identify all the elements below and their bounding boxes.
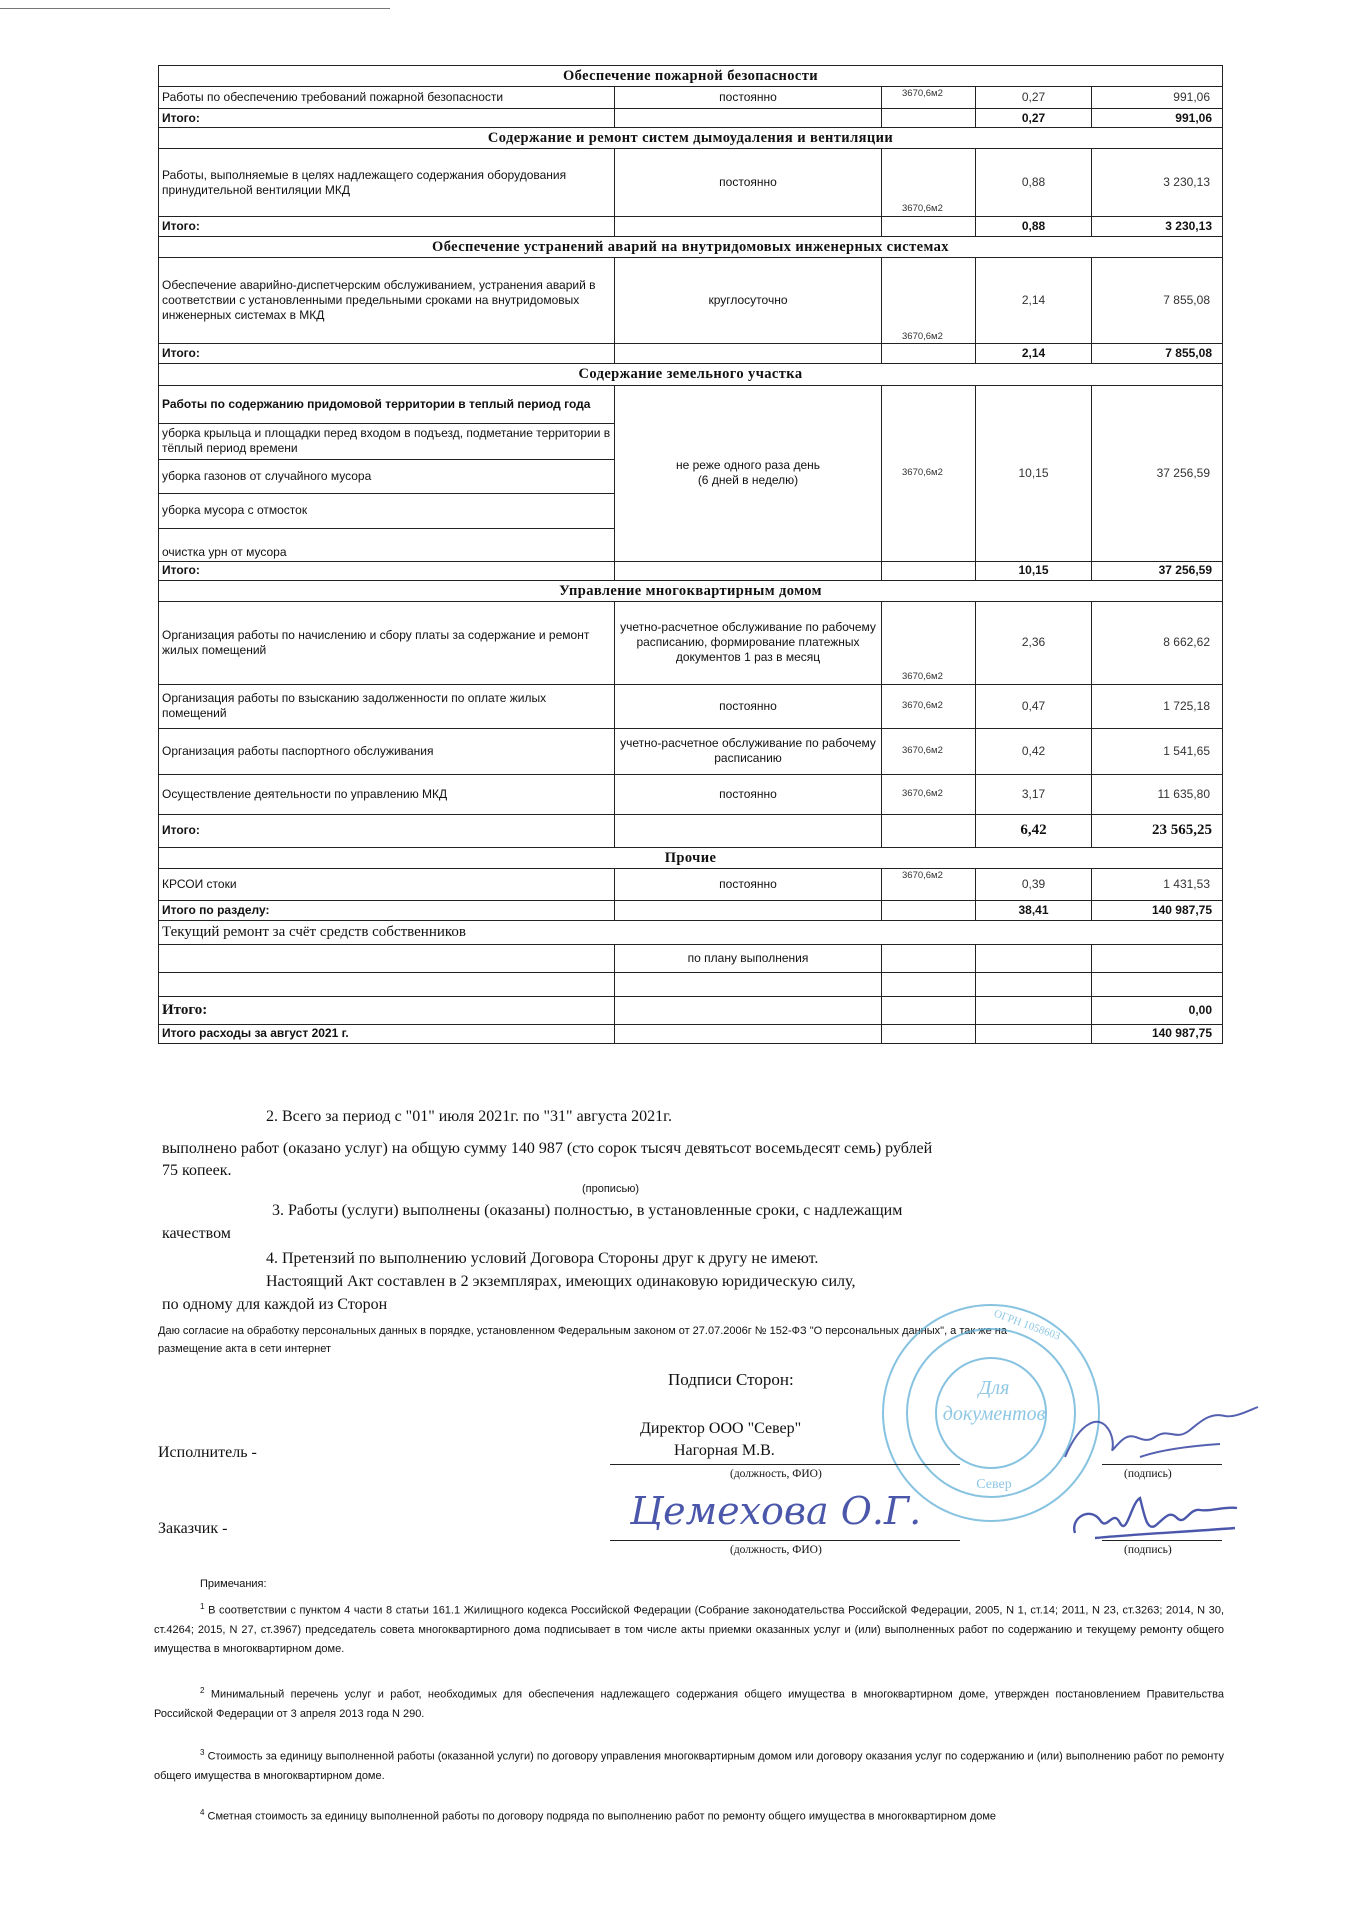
land-area: 3670,6м2 — [882, 385, 976, 561]
section-header-accident: Обеспечение устранений аварий на внутридомовых инженерных системах — [159, 237, 1223, 258]
total-label: Итого: — [159, 344, 615, 364]
land-period-line2: (6 дней в неделю) — [697, 473, 799, 487]
paragraph-2-line1: 2. Всего за период с "01" июля 2021г. по "31" августа 2021г. — [266, 1108, 672, 1125]
section-total-rate: 38,41 — [976, 900, 1092, 920]
note-3 — [154, 1746, 1224, 1786]
stamp-text: Север — [976, 1477, 1012, 1492]
row-area: 3670,6м2 — [882, 728, 976, 774]
land-subheader: Работы по содержанию придомовой территории в теплый период года — [159, 385, 615, 423]
total-rate: 0,27 — [976, 109, 1092, 128]
row-area: 3670,6м2 — [882, 601, 976, 684]
row-name: Организация работы по начислению и сбору платы за содержание и ремонт жилых помещений — [159, 601, 615, 684]
total-sum: 37 256,59 — [1092, 561, 1223, 580]
row-sum: 1 431,53 — [1092, 868, 1223, 900]
total-sum: 23 565,25 — [1092, 814, 1223, 847]
total-rate: 2,14 — [976, 344, 1092, 364]
consent-line2: размещение акта в сети интернет — [158, 1343, 332, 1355]
land-item: уборка мусора с отмосток — [159, 493, 615, 528]
land-item: уборка газонов от случайного мусора — [159, 459, 615, 493]
notes-title: Примечания: — [200, 1578, 267, 1590]
customer-handwritten-name-text: Цемеховa О.Г. — [630, 1489, 922, 1533]
grand-total-label: Итого расходы за август 2021 г. — [159, 1024, 615, 1043]
note-2-mark: 2 — [200, 1686, 205, 1695]
row-sum: 11 635,80 — [1092, 774, 1223, 814]
repair-total-sum: 0,00 — [1092, 996, 1223, 1024]
row-name: Обеспечение аварийно-диспетчерским обслуживанием, устранения аварий в соответствии с установленными предельными сроками на внутридомовых инженерных системах в МКД — [159, 258, 615, 344]
row-rate: 0,39 — [976, 868, 1092, 900]
row-area: 3670,6м2 — [882, 868, 976, 900]
note-4-text: Сметная стоимость за единицу выполненной работы по договору подряда по выполнению работ по ремонту общего имущества в многоквартирном доме — [207, 1810, 997, 1823]
paragraph-3-line2: качеством — [162, 1225, 231, 1242]
note-4-mark: 4 — [200, 1808, 205, 1817]
note-2 — [154, 1684, 1224, 1724]
services-table — [158, 65, 1223, 1044]
paragraph-3-line1: 3. Работы (услуги) выполнены (оказаны) полностью, в установленные сроки, с надлежащим — [272, 1202, 903, 1219]
note-1 — [154, 1600, 1224, 1659]
total-sum: 991,06 — [1092, 109, 1223, 128]
executor-signature — [1060, 1402, 1260, 1472]
customer-handwritten-name — [610, 1482, 970, 1542]
row-period: круглосуточно — [615, 258, 882, 344]
row-sum: 7 855,08 — [1092, 258, 1223, 344]
row-period: постоянно — [615, 774, 882, 814]
note-1-text: В соответствии с пунктом 4 части 8 статьи 161.1 Жилищного кодекса Российской Федерации (Собрание законодательства Российской Федерации, 2005, N 1, ст.14; 2011, N 23, ст.3263; 2014, N 30, ст.4264; 2015, N 27, ст.3967) председатель совета многоквартирного дома подписывает в том числе акты приемки оказанных услуг и (или) выполненных работ по содержанию и текущему ремонту общего имущества в многоквартирном доме. — [154, 1604, 1224, 1656]
row-area: 3670,6м2 — [882, 774, 976, 814]
row-name: Работы по обеспечению требований пожарной безопасности — [159, 87, 615, 109]
row-area: 3670,6м2 — [882, 684, 976, 728]
total-sum: 7 855,08 — [1092, 344, 1223, 364]
grand-total-sum: 140 987,75 — [1092, 1024, 1223, 1043]
land-period-line1: не реже одного раза день — [676, 458, 820, 472]
row-name: КРСОИ стоки — [159, 868, 615, 900]
row-area: 3670,6м2 — [882, 258, 976, 344]
section-total-sum: 140 987,75 — [1092, 900, 1223, 920]
row-area: 3670,6м2 — [882, 87, 976, 109]
paragraph-2-line3: 75 копеек. — [162, 1162, 232, 1179]
executor-name: Нагорная М.В. — [674, 1442, 775, 1459]
paragraph-5-line1: Настоящий Акт составлен в 2 экземплярах, имеющих одинаковую юридическую силу, — [266, 1273, 856, 1290]
executor-position-line — [610, 1464, 960, 1465]
total-label: Итого: — [159, 109, 615, 128]
stamp-text: ОГРН 1058603 — [992, 1307, 1062, 1343]
row-name: Осуществление деятельности по управлению МКД — [159, 774, 615, 814]
land-item: очистка урн от мусора — [159, 528, 615, 561]
executor-position-caption: (должность, ФИО) — [730, 1468, 822, 1480]
repair-plan: по плану выполнения — [615, 944, 882, 972]
land-sum: 37 256,59 — [1092, 385, 1223, 561]
row-rate: 2,36 — [976, 601, 1092, 684]
row-rate: 2,14 — [976, 258, 1092, 344]
row-period: постоянно — [615, 149, 882, 217]
paragraph-2-line2: выполнено работ (оказано услуг) на общую сумму 140 987 (сто сорок тысяч девятьсот восемьдесят семь) рублей — [162, 1140, 933, 1157]
row-sum: 8 662,62 — [1092, 601, 1223, 684]
land-item: уборка крыльца и площадки перед входом в подъезд, подметание территории в тёплый период времени — [159, 423, 615, 459]
row-name: Организация работы по взысканию задолженности по оплате жилых помещений — [159, 684, 615, 728]
note-1-mark: 1 — [200, 1602, 205, 1611]
section-header-repair: Текущий ремонт за счёт средств собственников — [159, 920, 1223, 944]
row-name: Организация работы паспортного обслуживания — [159, 728, 615, 774]
row-sum: 1 541,65 — [1092, 728, 1223, 774]
row-rate: 0,27 — [976, 87, 1092, 109]
section-header-mgmt: Управление многоквартирным домом — [159, 580, 1223, 601]
customer-position-line — [610, 1540, 960, 1541]
section-header-fire: Обеспечение пожарной безопасности — [159, 66, 1223, 87]
customer-sign-line — [1102, 1540, 1222, 1541]
total-rate: 10,15 — [976, 561, 1092, 580]
row-rate: 3,17 — [976, 774, 1092, 814]
row-period: постоянно — [615, 87, 882, 109]
row-period: учетно-расчетное обслуживание по рабочему расписанию, формирование платежных документов 1 раз в месяц — [615, 601, 882, 684]
executor-label: Исполнитель - — [158, 1444, 257, 1461]
consent-line1: Даю согласие на обработку персональных данных в порядке, установленном Федеральным законом от 27.07.2006г № 152-ФЗ "О персональных данных", а так же на — [158, 1325, 1007, 1337]
row-period: постоянно — [615, 868, 882, 900]
row-sum: 1 725,18 — [1092, 684, 1223, 728]
total-sum: 3 230,13 — [1092, 217, 1223, 237]
row-sum: 3 230,13 — [1092, 149, 1223, 217]
total-rate: 6,42 — [976, 814, 1092, 847]
customer-label: Заказчик - — [158, 1520, 228, 1537]
customer-signature — [1065, 1488, 1240, 1544]
row-name: Работы, выполняемые в целях надлежащего содержания оборудования принудительной вентиляции МКД — [159, 149, 615, 217]
signatures-title: Подписи Сторон: — [668, 1370, 794, 1389]
section-header-other: Прочие — [159, 847, 1223, 868]
row-rate: 0,88 — [976, 149, 1092, 217]
land-period — [615, 385, 882, 561]
row-area: 3670,6м2 — [882, 149, 976, 217]
propisyu-caption: (прописью) — [582, 1183, 640, 1195]
executor-sign-caption: (подпись) — [1124, 1468, 1172, 1480]
customer-sign-caption: (подпись) — [1124, 1544, 1172, 1556]
section-total-label: Итого по разделу: — [159, 900, 615, 920]
stamp-text: документов — [942, 1403, 1046, 1425]
paragraph-4: 4. Претензий по выполнению условий Договора Стороны друг к другу не имеют. — [266, 1250, 819, 1267]
stamp-text: Для — [978, 1377, 1010, 1399]
row-rate: 0,42 — [976, 728, 1092, 774]
section-header-land: Содержание земельного участка — [159, 364, 1223, 385]
note-2-text: Минимальный перечень услуг и работ, необходимых для обеспечения надлежащего содержания общего имущества в многоквартирном доме, утвержден постановлением Правительства Российской Федерации от 3 апреля 2013 года N 290. — [154, 1688, 1224, 1720]
customer-position-caption: (должность, ФИО) — [730, 1544, 822, 1556]
row-sum: 991,06 — [1092, 87, 1223, 109]
land-rate: 10,15 — [976, 385, 1092, 561]
total-label: Итого: — [159, 561, 615, 580]
note-3-text: Стоимость за единицу выполненной работы (оказанной услуги) по договору управления многоквартирным домом или договору оказания услуг по содержанию и (или) выполнению работ по ремонту общего имущества в многоквартирном доме. — [154, 1750, 1225, 1782]
row-period: постоянно — [615, 684, 882, 728]
note-4 — [154, 1806, 1224, 1827]
total-label: Итого: — [159, 217, 615, 237]
row-rate: 0,47 — [976, 684, 1092, 728]
paragraph-5-line2: по одному для каждой из Сторон — [162, 1296, 388, 1313]
executor-position: Директор ООО "Север" — [640, 1420, 802, 1437]
row-period: учетно-расчетное обслуживание по рабочему расписанию — [615, 728, 882, 774]
total-rate: 0,88 — [976, 217, 1092, 237]
total-label: Итого: — [159, 814, 615, 847]
top-rule — [0, 8, 390, 9]
note-3-mark: 3 — [200, 1748, 205, 1757]
section-header-vent: Содержание и ремонт систем дымоудаления и вентиляции — [159, 128, 1223, 149]
repair-total-label: Итого: — [159, 996, 615, 1024]
